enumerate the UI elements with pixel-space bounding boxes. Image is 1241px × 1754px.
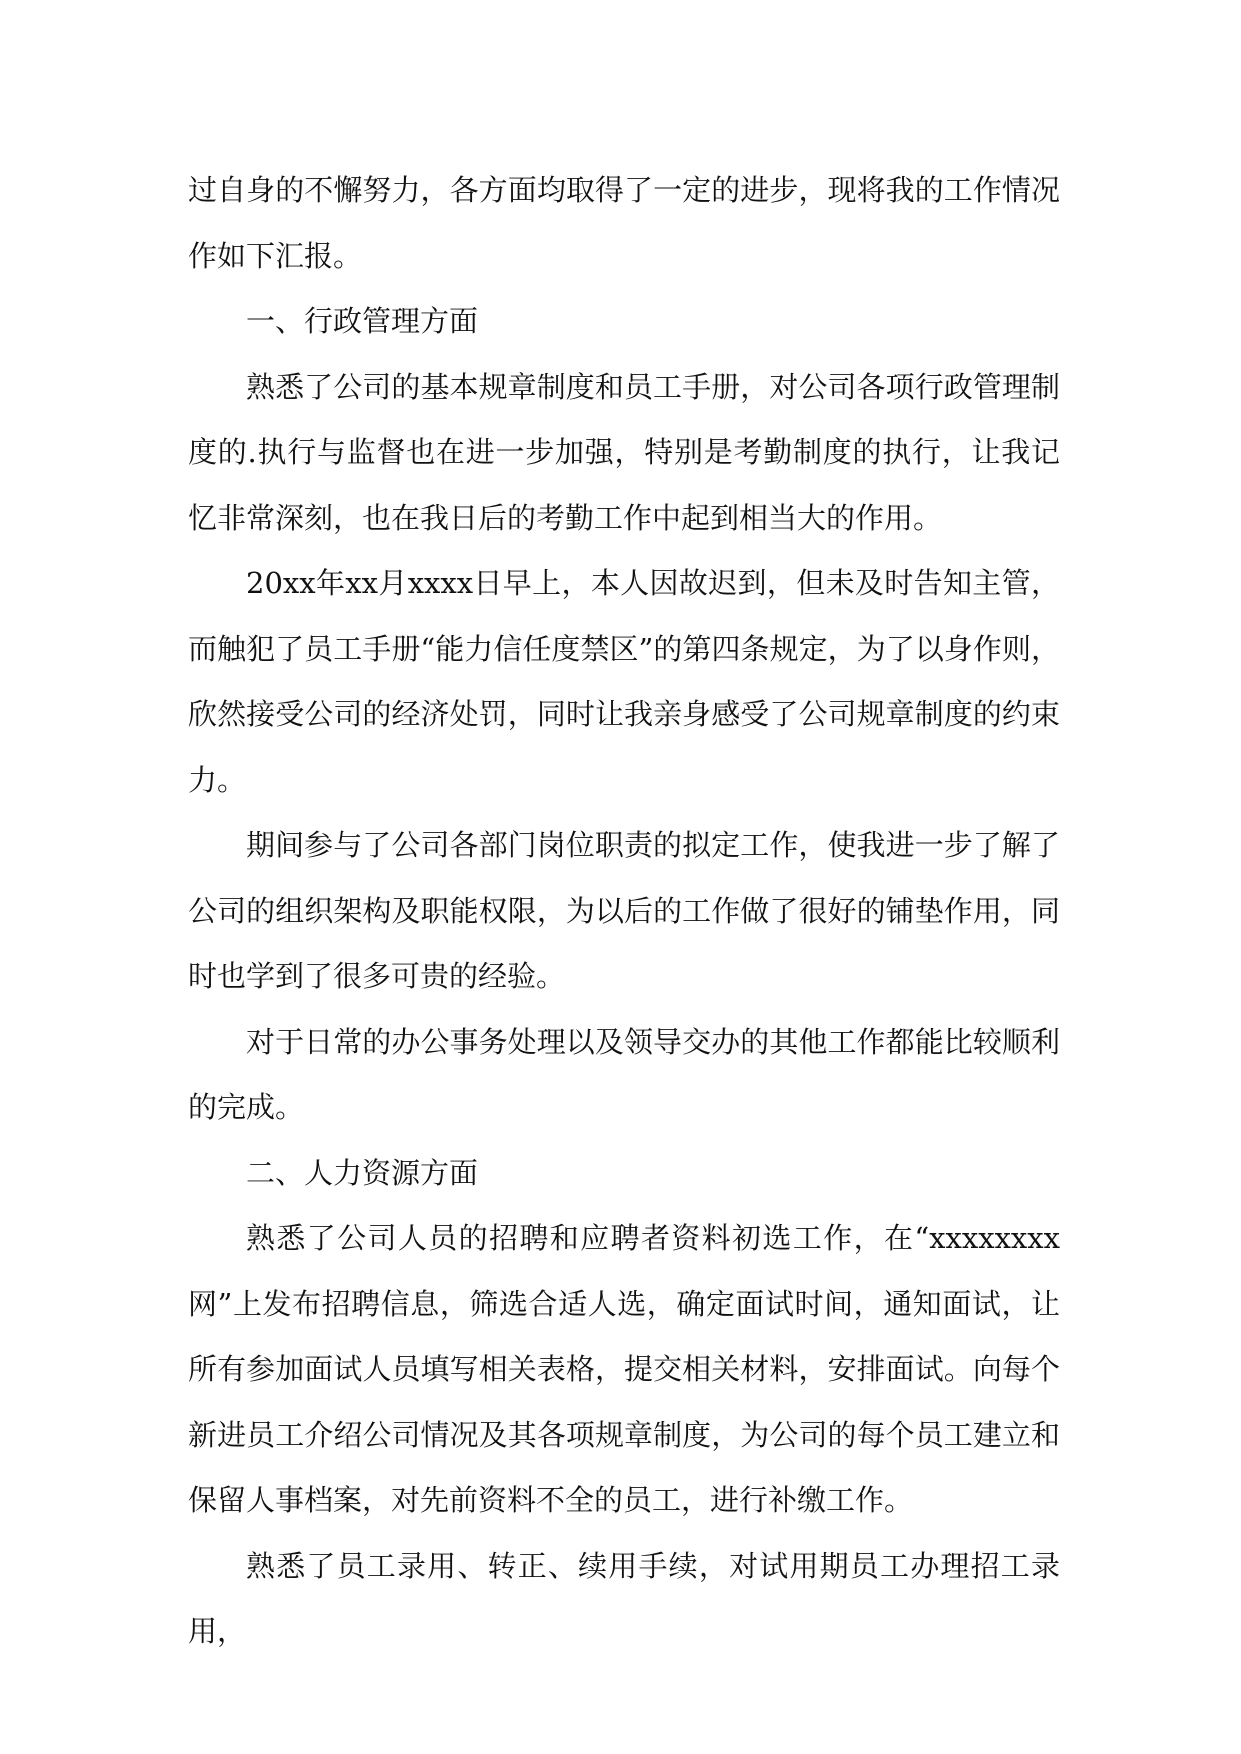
section-heading-human-resources: 二、人力资源方面 <box>246 1155 479 1190</box>
document-body <box>188 158 1060 1665</box>
paragraph-daily-affairs: 对于日常的办公事务处理以及领导交办的其他工作都能比较顺利的完成。 <box>188 1024 1060 1124</box>
paragraph-employment-procedures: 熟悉了员工录用、转正、续用手续，对试用期员工办理招工录用， <box>188 1548 1060 1648</box>
paragraph-recruitment: 熟悉了公司人员的招聘和应聘者资料初选工作，在“xxxxxxxx网”上发布招聘信息，筛选合适人选，确定面试时间，通知面试，让所有参加面试人员填写相关表格，提交相关材料，安排面试。向每个新进员工介绍公司情况及其各项规章制度，为公司的每个员工建立和保留人事档案，对先前资料不全的员工，进行补缴工作。 <box>188 1221 1060 1517</box>
paragraph-rules-familiarity: 熟悉了公司的基本规章制度和员工手册，对公司各项行政管理制度的.执行与监督也在进一步加强，特别是考勤制度的执行，让我记忆非常深刻，也在我日后的考勤工作中起到相当大的作用。 <box>188 369 1060 535</box>
paragraph-job-duties: 期间参与了公司各部门岗位职责的拟定工作，使我进一步了解了公司的组织架构及职能权限，为以后的工作做了很好的铺垫作用，同时也学到了很多可贵的经验。 <box>188 828 1060 993</box>
paragraph-late-incident: 20xx年xx月xxxx日早上，本人因故迟到，但未及时告知主管，而触犯了员工手册“能力信任度禁区”的第四条规定，为了以身作则，欣然接受公司的经济处罚，同时让我亲身感受了公司规章制度的约束力。 <box>188 566 1060 797</box>
paragraph-intro-continuation: 过自身的不懈努力，各方面均取得了一定的进步，现将我的工作情况作如下汇报。 <box>188 173 1060 273</box>
section-heading-administration: 一、行政管理方面 <box>246 304 479 338</box>
